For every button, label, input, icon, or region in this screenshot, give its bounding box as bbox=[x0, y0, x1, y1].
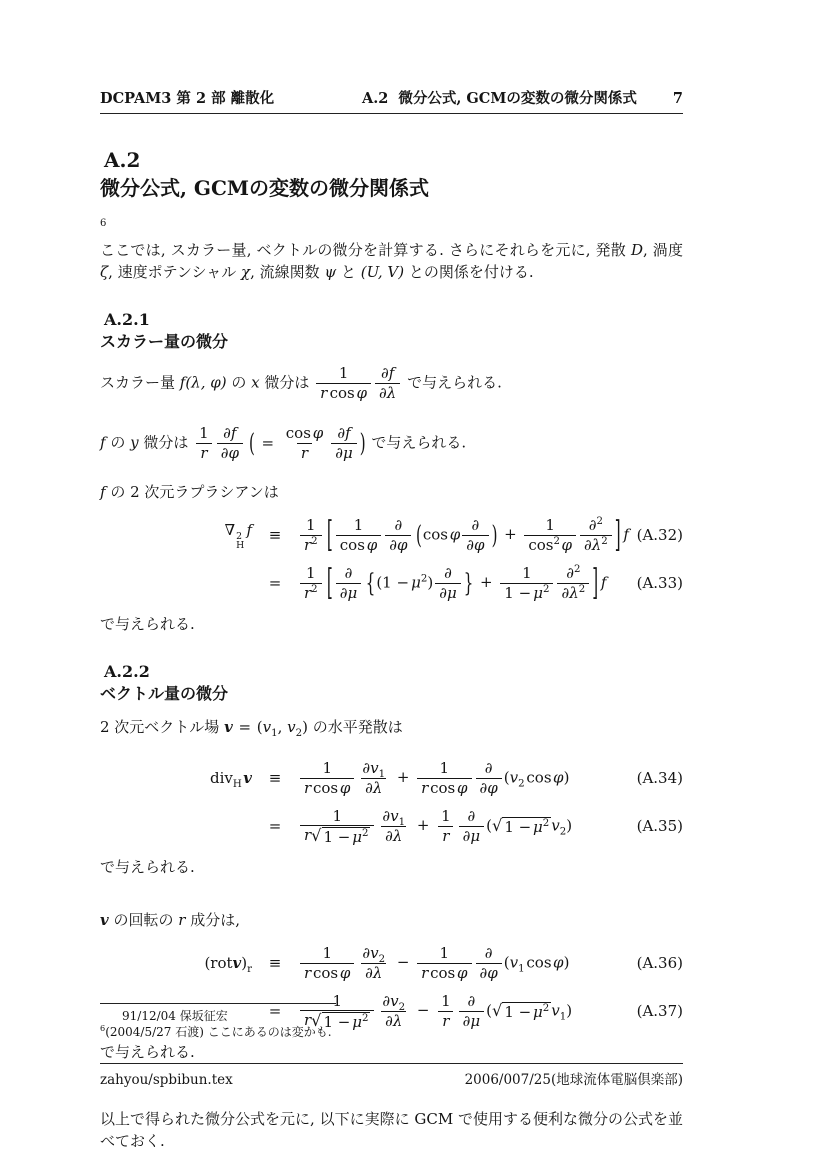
intro-paragraph bbox=[100, 239, 683, 284]
page-header bbox=[100, 88, 683, 110]
header-right-title bbox=[362, 88, 683, 110]
equation-rhs: $\frac{1}{\text{r cos φ}}$ $\frac{\partial v_2}{\partial\lambda}$ − $\frac{1}{\text{r cos φ}}$ $\frac{\partial}{\partial\varphi}$ ($v_1$ cos φ) bbox=[298, 944, 569, 983]
text: 微分は bbox=[259, 373, 315, 391]
vector-intro-line bbox=[100, 716, 683, 739]
intro-text: と bbox=[336, 263, 361, 282]
text: の bbox=[105, 433, 131, 452]
text: の回転の bbox=[108, 910, 179, 929]
var-divergence: D bbox=[630, 240, 644, 259]
scalar-x-derivative-line bbox=[100, 364, 683, 403]
equation-rhs: 1 r √ $1 - \mu^2$ $\frac{\partial v_1}{\partial\lambda}$ + $\frac{1}{r}$ $\frac{\partial}{\partial\mu}$ ( √ $1 - \mu^2$ $v_2$) bbox=[298, 807, 572, 846]
intro-text: , 渦度 bbox=[643, 240, 683, 259]
text: の 2 次元ラプラシアンは bbox=[105, 482, 279, 501]
inline-math-vector-definition: $v = (v_1$, $v_2$) bbox=[224, 717, 308, 739]
equation-group-divergence bbox=[100, 758, 683, 846]
equation-a34 bbox=[100, 758, 683, 798]
footer-rule bbox=[100, 1063, 683, 1064]
var-velocity-potential: χ bbox=[241, 263, 251, 282]
header-section-ref: A.2 bbox=[361, 90, 389, 107]
footnote-block bbox=[100, 1003, 336, 1040]
given-by-text: で与えられる. bbox=[100, 858, 195, 877]
var-vorticity: ζ bbox=[100, 263, 109, 282]
text: 微分は bbox=[138, 433, 194, 452]
subsection-title-text: スカラー量の微分 bbox=[100, 331, 229, 351]
equation-relation: ≡ bbox=[268, 769, 282, 787]
rotation-intro-line bbox=[100, 909, 683, 932]
text: で与えられる. bbox=[402, 373, 502, 391]
text: で与えられる. bbox=[366, 433, 467, 452]
var-f: f bbox=[100, 482, 106, 501]
equation-relation: = bbox=[268, 1002, 282, 1020]
equation-rhs: $\frac{1}{r^2}$ [ $\frac{\partial}{\partial\mu}$ {$(1 - \mu^2)$ $\frac{\partial}{\partial\mu}$ } + $\frac{1}{1 - \mu^2}$ $\frac{\partial^2}{\partial\lambda^2}$ ] f bbox=[298, 564, 606, 603]
var-f-lambda-phi: f(λ, φ) bbox=[179, 373, 227, 391]
closing-paragraph: 以上で得られた微分公式を元に, 以下に実際に GCM で使用する便利な微分の公式を並べておく. bbox=[100, 1109, 683, 1151]
footer-credit: 2006/007/25(地球流体電脳倶楽部) bbox=[464, 1072, 683, 1088]
subsection-number: A.2.1 bbox=[104, 309, 150, 329]
equation-group-laplacian bbox=[100, 515, 683, 603]
equation-relation: = bbox=[268, 574, 282, 592]
subsection-title-text: ベクトル量の微分 bbox=[100, 683, 229, 703]
footer-file-path: zahyou/spbibun.tex bbox=[100, 1072, 233, 1088]
equation-lhs: ∇ 2 H f bbox=[224, 521, 252, 552]
footnote-marker: 6 bbox=[100, 1023, 106, 1034]
equation-a36 bbox=[100, 943, 683, 983]
equation-label: (A.33) bbox=[636, 574, 683, 592]
inline-math-x-derivative: $\frac{1}{\text{r cos φ}}$ $\frac{\partial f}{\partial\lambda}$ bbox=[314, 373, 402, 391]
header-section-title: 微分公式, GCMの変数の微分関係式 bbox=[398, 90, 637, 107]
equation-label: (A.34) bbox=[636, 769, 683, 787]
equation-label: (A.36) bbox=[636, 954, 683, 972]
text: 成分は, bbox=[185, 910, 240, 929]
equation-a32 bbox=[100, 515, 683, 555]
equation-relation: = bbox=[268, 817, 282, 835]
section-number: A.2 bbox=[104, 147, 141, 172]
var-r: r bbox=[178, 910, 186, 929]
equation-relation: ≡ bbox=[268, 954, 282, 972]
equation-label: (A.35) bbox=[636, 817, 683, 835]
var-f: f bbox=[100, 433, 106, 452]
equation-label: (A.37) bbox=[636, 1002, 683, 1020]
footnote-rule bbox=[100, 1003, 336, 1004]
equation-relation: ≡ bbox=[268, 526, 282, 544]
equation-rhs: $\frac{1}{r^2}$ [ $\frac{1}{\text{cos φ}}$ $\frac{\partial}{\partial\varphi}$ (cos φ $\frac{\partial}{\partial\varphi}$ ) + $\frac{1}{\cos^2 \varphi}$ $\frac{\partial^2}{\partial\lambda^2}$ ] f bbox=[298, 516, 629, 555]
equation-lhs: $(rotv)_r$ bbox=[204, 954, 252, 975]
footnote-reference-mark: 6 bbox=[100, 217, 107, 229]
var-y: y bbox=[130, 433, 139, 452]
header-rule bbox=[100, 113, 683, 114]
section-heading bbox=[100, 148, 683, 203]
header-page-number: 7 bbox=[672, 90, 683, 107]
var-streamfunction: ψ bbox=[324, 263, 337, 282]
equation-rhs: 1 r √ $1 - \mu^2$ $\frac{\partial v_2}{\partial\lambda}$ − $\frac{1}{r}$ $\frac{\partial}{\partial\mu}$ ( √ $1 - \mu^2$ $v_1$) bbox=[298, 992, 572, 1031]
subsection-heading-scalar bbox=[100, 310, 683, 354]
inline-math-y-derivative: $\frac{1}{r}$ $\frac{\partial f}{\partial\varphi}$ ( = $\frac{\text{cos φ}}{r}$ $\frac{\partial f}{\partial\mu}$ ) bbox=[193, 434, 366, 452]
intro-text: ここでは, スカラー量, ベクトルの微分を計算する. さらにそれらを元に, 発散 bbox=[100, 240, 631, 259]
equation-a33 bbox=[100, 563, 683, 603]
given-by-text: で与えられる. bbox=[100, 615, 195, 634]
equation-label: (A.32) bbox=[636, 526, 683, 544]
subsection-heading-vector bbox=[100, 662, 683, 706]
text: スカラー量 bbox=[100, 373, 180, 391]
text: の bbox=[226, 373, 252, 391]
var-x: x bbox=[251, 373, 260, 391]
equation-a35 bbox=[100, 806, 683, 846]
given-by-text: で与えられる. bbox=[100, 1043, 195, 1062]
scalar-y-derivative-line bbox=[100, 424, 683, 463]
intro-text: , 流線関数 bbox=[250, 263, 325, 282]
text: の水平発散は bbox=[307, 717, 403, 736]
header-left-title: DCPAM3 第 2 部 離散化 bbox=[100, 90, 275, 107]
var-v-vector: v bbox=[100, 910, 109, 929]
text: 2 次元ベクトル場 bbox=[100, 717, 225, 736]
footnote-line-1: 91/12/04 保坂征宏 bbox=[122, 1009, 228, 1023]
section-title-text: 微分公式, GCMの変数の微分関係式 bbox=[100, 175, 430, 200]
subsection-number: A.2.2 bbox=[104, 661, 150, 681]
laplacian-intro-line bbox=[100, 481, 683, 504]
equation-lhs: div$_H$ v bbox=[210, 769, 252, 790]
footnote-text: (2004/5/27 石渡) ここにあるのは変かも. bbox=[105, 1025, 332, 1040]
intro-text: , 速度ポテンシャル bbox=[108, 263, 242, 282]
page-footer bbox=[100, 1060, 683, 1090]
var-uv: (U, V) bbox=[360, 263, 405, 282]
equation-rhs: $\frac{1}{\text{r cos φ}}$ $\frac{\partial v_1}{\partial\lambda}$ + $\frac{1}{\text{r cos φ}}$ $\frac{\partial}{\partial\varphi}$ ($v_2$ cos φ) bbox=[298, 759, 569, 798]
footnote-line-2 bbox=[100, 1024, 336, 1040]
intro-text: との関係を付ける. bbox=[404, 263, 534, 282]
